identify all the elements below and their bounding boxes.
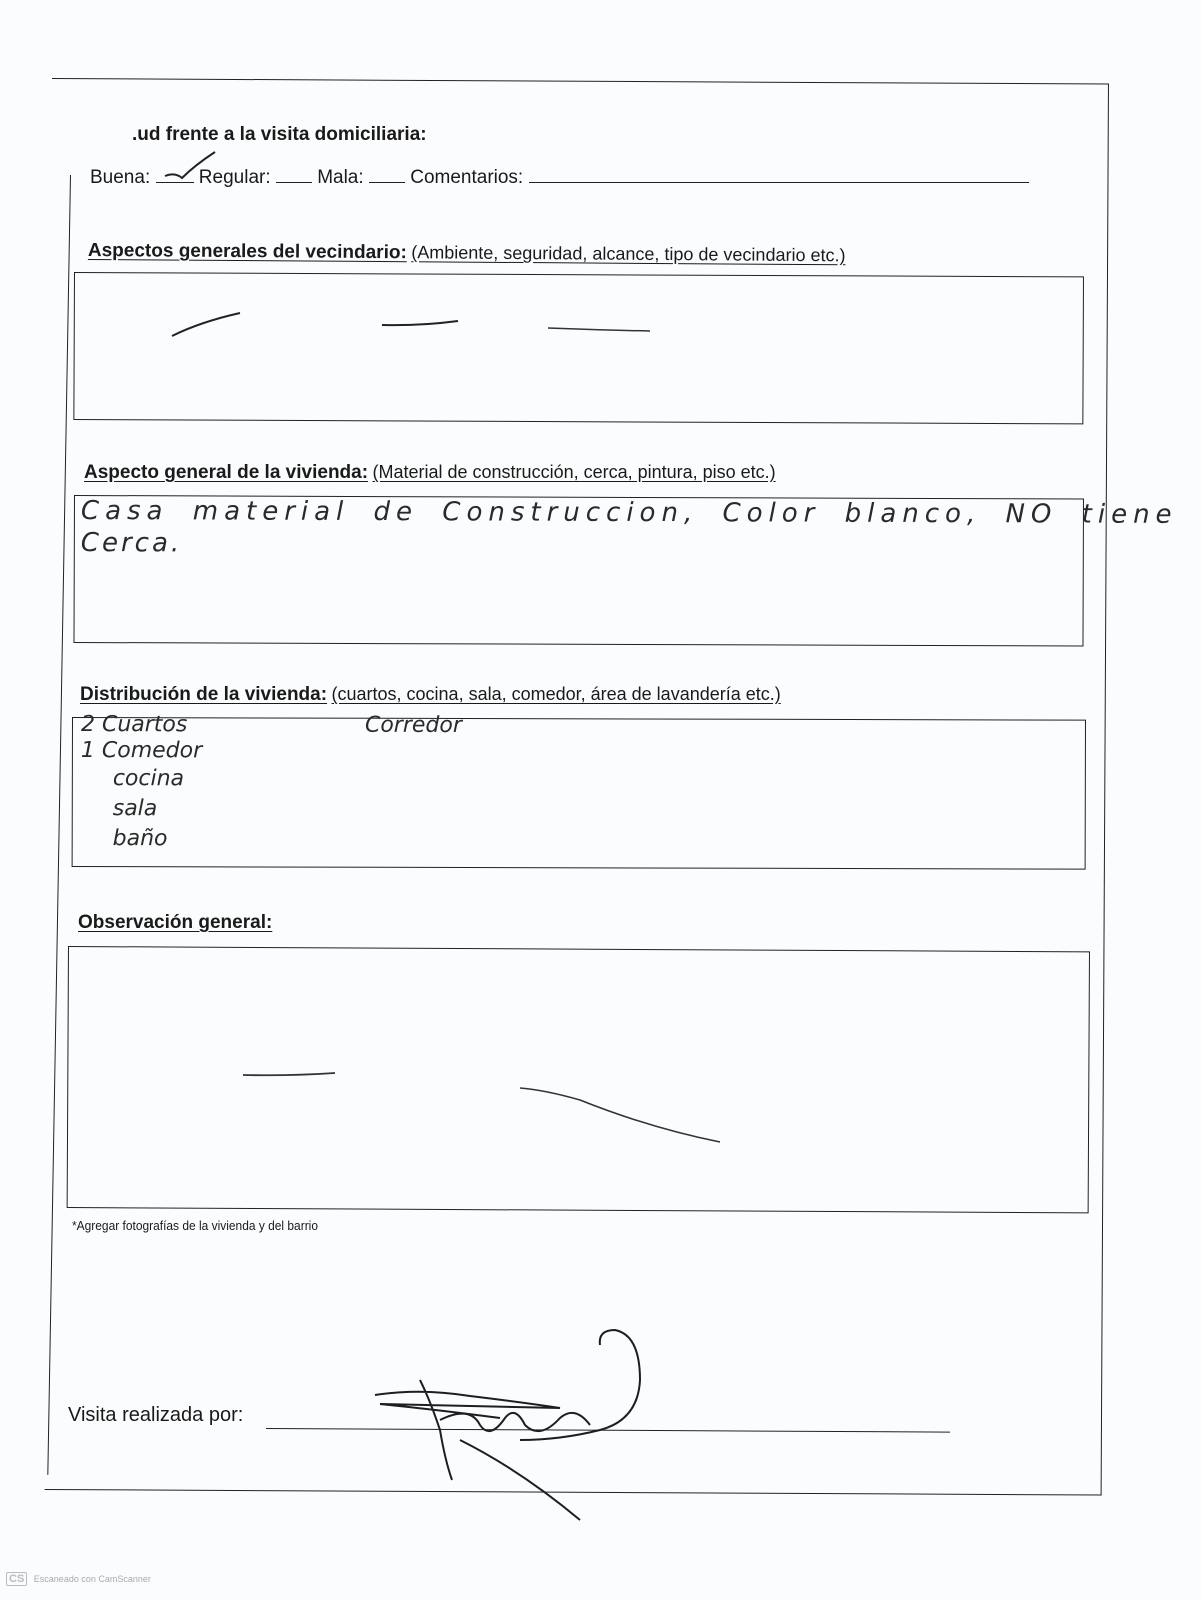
dash-mark	[548, 328, 650, 331]
housing-hint: (Material de construcción, cerca, pintura, piso etc.)	[372, 462, 776, 482]
dash-mark	[382, 321, 458, 325]
watermark	[6, 1572, 151, 1586]
comments-label: Comentarios:	[410, 167, 524, 188]
distribution-item: cocina	[112, 766, 185, 792]
option-buena-label: Buena:	[90, 167, 151, 188]
dash-mark	[172, 313, 240, 336]
camscanner-logo-icon: CS	[6, 1572, 27, 1586]
housing-title: Aspecto general de la vivienda:	[84, 462, 369, 483]
distribution-item: sala	[112, 796, 158, 822]
distribution-item: 1 Comedor	[80, 738, 203, 764]
neighborhood-title: Aspectos generales del vecindario:	[87, 240, 407, 264]
distribution-extra: Corredor	[364, 712, 462, 739]
distribution-item: 2 Cuartos	[80, 712, 188, 738]
signature-scribble	[375, 1330, 640, 1520]
watermark-text: Escaneado con CamScanner	[33, 1574, 151, 1584]
dash-mark	[243, 1073, 335, 1075]
checkmark-icon	[165, 152, 215, 178]
signature-label: Visita realizada por:	[68, 1404, 244, 1426]
housing-text-line1: Casa material de Construccion, Color blanco, NO tiene	[80, 496, 1178, 530]
option-regular-label: Regular:	[198, 167, 271, 188]
option-mala-label: Mala:	[317, 167, 364, 188]
footnote: *Agregar fotografías de la vivienda y del barrio	[72, 1218, 318, 1233]
dash-mark	[520, 1088, 720, 1142]
neighborhood-hint: (Ambiente, seguridad, alcance, tipo de vecindario etc.)	[411, 242, 846, 266]
distribution-title: Distribución de la vivienda:	[80, 684, 328, 705]
observation-title: Observación general:	[78, 912, 273, 933]
housing-text-line2: Cerca.	[80, 528, 183, 559]
distribution-item: baño	[112, 826, 168, 852]
distribution-hint: (cuartos, cocina, sala, comedor, área de lavandería etc.)	[331, 684, 781, 704]
attitude-title: .ud frente a la visita domiciliaria:	[132, 124, 427, 145]
